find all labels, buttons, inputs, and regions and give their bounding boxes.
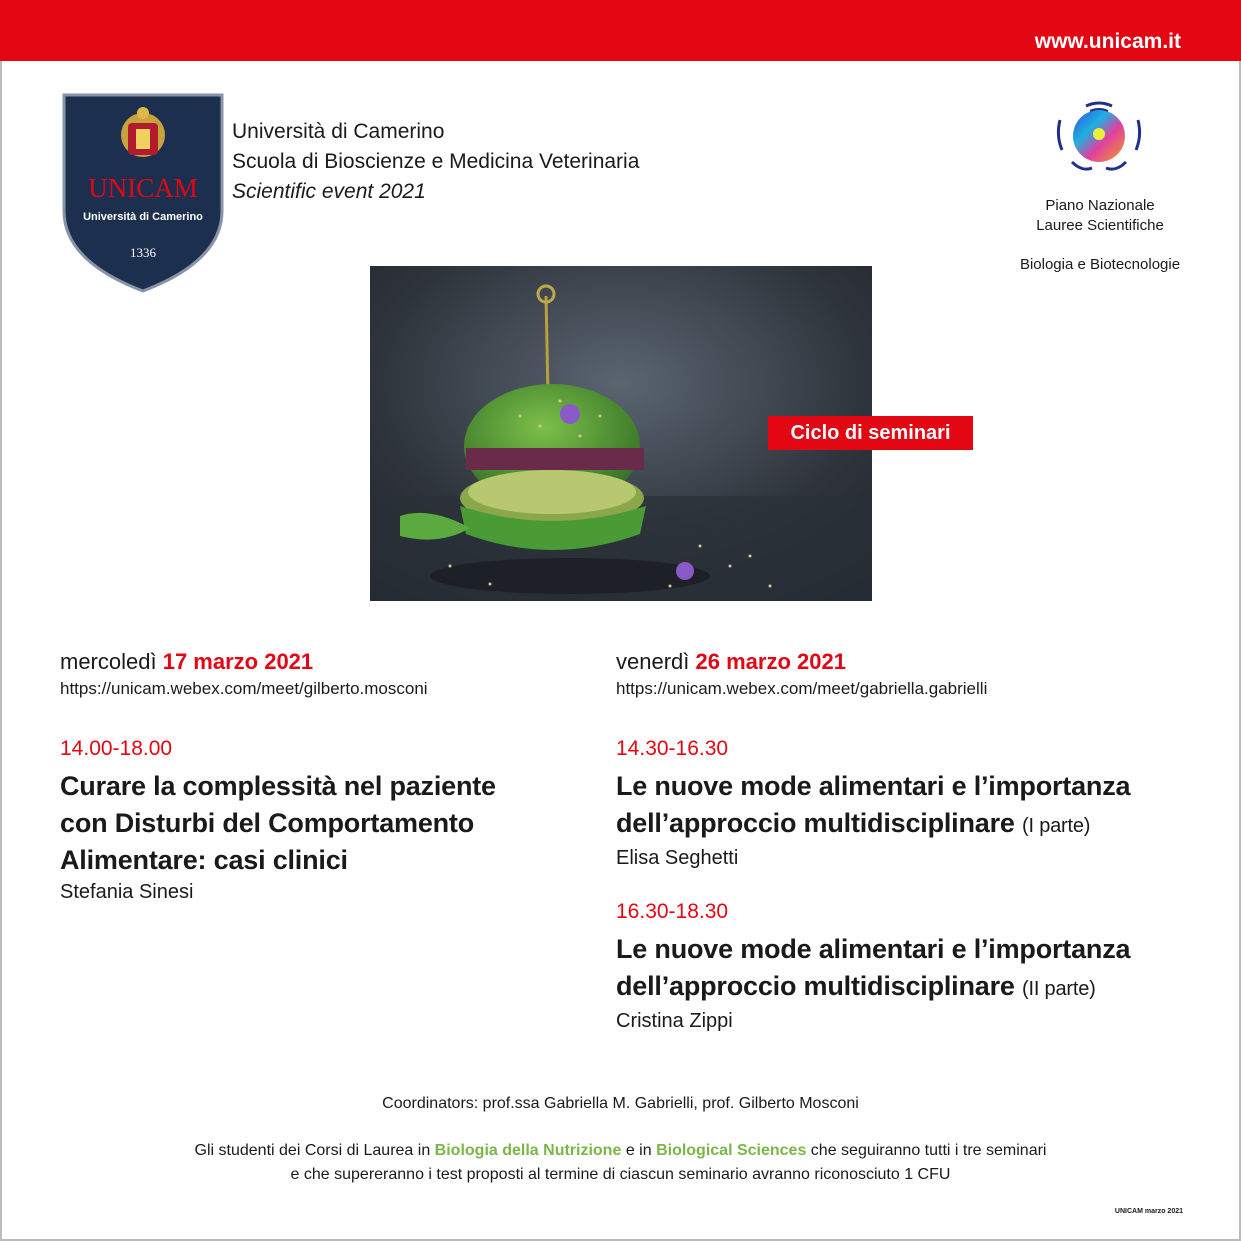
pls-logo: [1056, 100, 1142, 172]
frame-left: [0, 61, 2, 1241]
top-bar: [0, 0, 1241, 61]
logo-subtitle: Università di Camerino: [83, 211, 203, 223]
title-line: Le nuove mode alimentari e l’importanza: [616, 771, 1131, 801]
session-title: [616, 931, 1176, 1008]
pls-name: [1000, 196, 1200, 236]
title-line: Alimentare: casi clinici: [60, 845, 348, 875]
event-right: [616, 648, 1176, 1034]
event-type: Scientific event 2021: [232, 180, 426, 203]
part-label: (II parte): [1022, 978, 1096, 1000]
session-time: 14.00-18.00: [60, 737, 173, 760]
event-left: [60, 648, 620, 905]
pls-subtitle: Biologia e Biotecnologie: [1019, 256, 1181, 273]
pls-line1: Piano Nazionale: [1045, 197, 1155, 214]
speaker-name: Stefania Sinesi: [60, 881, 194, 903]
title-text: dell’approccio multidisciplinare: [616, 971, 1015, 1001]
speaker-name: Elisa Seghetti: [616, 847, 739, 869]
note-line2: e che supereranno i test proposti al termine di ciascun seminario avranno riconosciuto 1 CFU: [290, 1166, 951, 1183]
title-line: [616, 968, 1176, 1008]
course-name: Biologia della Nutrizione: [434, 1142, 622, 1159]
event-date: [616, 648, 1176, 676]
session-title: [60, 768, 620, 879]
event-day: venerdì: [616, 649, 690, 674]
coordinators: Coordinators: prof.ssa Gabriella M. Gabrielli, prof. Gilberto Mosconi: [382, 1095, 859, 1112]
event-day: mercoledì: [60, 649, 157, 674]
note-text: Gli studenti dei Corsi di Laurea in: [194, 1142, 431, 1159]
session-title: [616, 768, 1176, 845]
course-name: Biological Sciences: [656, 1142, 807, 1159]
event-date-value: 17 marzo 2021: [162, 649, 314, 674]
logo-year: 1336: [130, 245, 156, 260]
event-date-value: 26 marzo 2021: [695, 649, 846, 674]
webex-link[interactable]: https://unicam.webex.com/meet/gilberto.mosconi: [60, 679, 428, 698]
part-label: (I parte): [1022, 815, 1091, 837]
title-line: Le nuove mode alimentari e l’importanza: [616, 934, 1131, 964]
title-text: dell’approccio multidisciplinare: [616, 808, 1015, 838]
title-line: Curare la complessità nel paziente: [60, 771, 496, 801]
logo-name: UNICAM: [88, 173, 198, 203]
speaker-name: Cristina Zippi: [616, 1010, 733, 1032]
seminar-badge: Ciclo di seminari: [768, 416, 973, 450]
credit-note: [0, 1139, 1241, 1187]
session-time: 14.30-16.30: [616, 737, 729, 760]
school-name: Scuola di Bioscienze e Medicina Veterinaria: [232, 150, 640, 173]
session-time: 16.30-18.30: [616, 900, 729, 923]
footer-credit: UNICAM marzo 2021: [1114, 1208, 1183, 1215]
note-line1: [0, 1139, 1241, 1163]
event-date: [60, 648, 620, 676]
website-link[interactable]: www.unicam.it: [1034, 30, 1181, 53]
university-name: Università di Camerino: [232, 120, 445, 143]
pls-line2: Lauree Scientifiche: [1036, 217, 1164, 234]
unicam-shield-logo: [62, 93, 224, 293]
title-line: con Disturbi del Comportamento: [60, 808, 475, 838]
institution-block: [232, 117, 639, 207]
webex-link[interactable]: https://unicam.webex.com/meet/gabriella.gabrielli: [616, 679, 988, 698]
title-line: [616, 805, 1176, 845]
note-text: che seguiranno tutti i tre seminari: [810, 1142, 1047, 1159]
note-text: e in: [625, 1142, 652, 1159]
